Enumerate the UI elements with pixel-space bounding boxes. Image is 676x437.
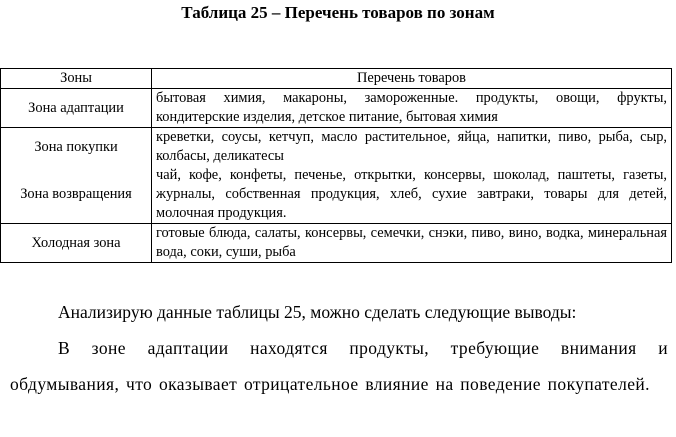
header-zones: Зоны xyxy=(1,69,152,89)
header-goods-list: Перечень товаров xyxy=(152,69,672,89)
zone-name: Зона возвращения xyxy=(1,166,152,224)
table-row xyxy=(1,166,672,224)
table-row xyxy=(1,89,672,128)
table-row xyxy=(1,128,672,167)
conclusion-intro-paragraph: Анализирую данные таблицы 25, можно сделать следующие выводы: xyxy=(58,302,577,322)
zone-name: Холодная зона xyxy=(1,224,152,263)
table-caption: Таблица 25 – Перечень товаров по зонам xyxy=(181,3,495,22)
zones-goods-table xyxy=(0,68,672,263)
zone-goods: готовые блюда, салаты, консервы, семечки, снэки, пиво, вино, водка, минеральная вода, соки, суши, рыба xyxy=(152,224,672,263)
zone-name: Зона адаптации xyxy=(1,89,152,128)
zone-goods: креветки, соусы, кетчуп, масло растительное, яйца, напитки, пиво, рыба, сыр, колбасы, деликатесы xyxy=(152,128,672,167)
table-row xyxy=(1,224,672,263)
zone-goods: чай, кофе, конфеты, печенье, открытки, консервы, шоколад, паштеты, газеты, журналы, собственная продукция, хлеб, сухие завтраки, товары для детей, молочная продукция. xyxy=(152,166,672,224)
zone-goods: бытовая химия, макароны, замороженные. продукты, овощи, фрукты, кондитерские изделия, детское питание, бытовая химия xyxy=(152,89,672,128)
table-header-row xyxy=(1,69,672,89)
conclusion-paragraph: В зоне адаптации находятся продукты, требующие внимания и обдумывания, что оказывает отрицательное влияние на поведение покупателей. xyxy=(10,338,668,394)
zone-name: Зона покупки xyxy=(1,128,152,167)
